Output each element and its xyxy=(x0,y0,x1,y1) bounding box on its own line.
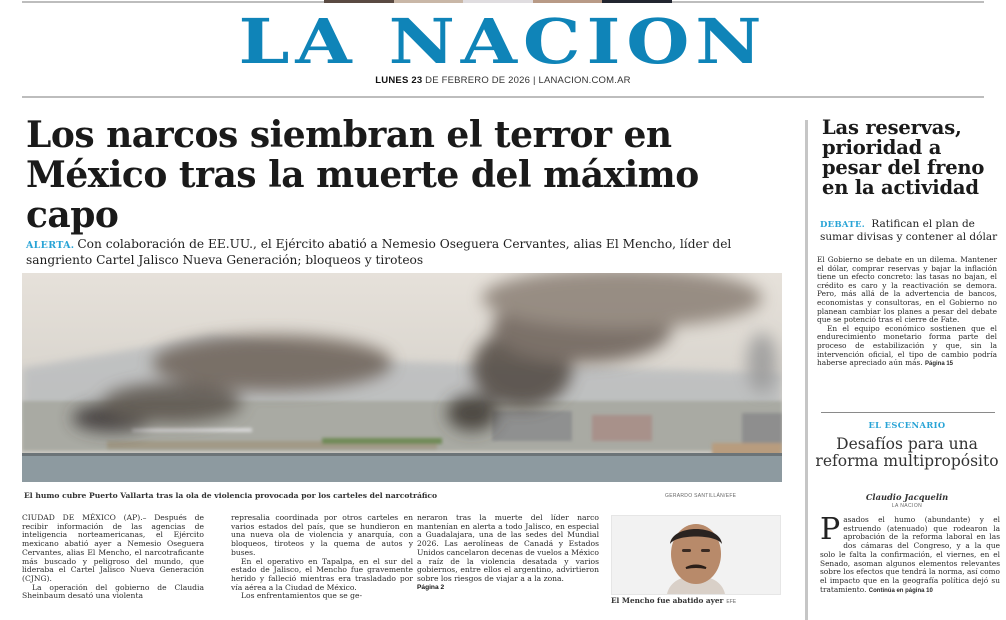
page-reference-link[interactable]: Página 2 xyxy=(417,583,445,591)
body-paragraph: Los enfrentamientos que se ge- xyxy=(241,591,363,601)
main-deck xyxy=(26,237,796,267)
main-kicker: ALERTA. xyxy=(26,240,75,251)
photo-caption: El humo cubre Puerto Vallarta tras la ola de violencia provocada por los carteles del narcotráfico xyxy=(24,491,438,500)
body-column-3 xyxy=(417,514,599,592)
body-paragraph: neraron tras la muerte del líder narco mantenían en alerta a todo Jalisco, en especial a Guadalajara, una de las sedes del Mundial 2026. Las aerolíneas de Canadá y Estados Unidos cancelaron decenas de vuelos a México a raíz de la violencia desatada y varios gobiernos, entre ellos el argentino, advirtieron sobre los riesgos de viajar a a la zona. xyxy=(417,513,599,583)
body-paragraph: En el operativo en Tapalpa, en el sur del estado de Jalisco, el Mencho fue gravemente herido y falleció mientras era trasladado por vía aérea a la Ciudad de México. xyxy=(231,556,413,592)
body-paragraph-text: En el equipo económico sostienen que el endurecimiento monetario forma parte del proceso de estabilización y que, sin la intervención oficial, el tipo de cambio podría haberse apreciado aún más. xyxy=(817,323,997,368)
side-headline[interactable]: Las reservas, prioridad a pesar del freno en la actividad xyxy=(822,116,985,199)
portrait-photo[interactable] xyxy=(611,515,781,595)
body-column-2 xyxy=(231,514,413,601)
side-deck xyxy=(820,219,1000,243)
body-paragraph xyxy=(817,325,997,369)
page-reference-link[interactable]: Página 15 xyxy=(925,361,954,368)
dateline xyxy=(0,75,1006,86)
masthead-rule xyxy=(22,96,984,98)
city-smoke-photo-icon xyxy=(22,273,782,482)
photo-credit: GERARDO SANTILLÁN/EFE xyxy=(665,493,737,499)
column-divider xyxy=(805,120,808,620)
body-paragraph: CIUDAD DE MÉXICO (AP).– Después de recibir información de las agencias de inteligencia norteamericanas, el Ejército mexicano abatió ayer a Nemesio Oseguera Cervantes, alias El Mencho, el narcotraficante más buscado y peligroso del mundo, que lideraba el Cartel Jalisco Nueva Generación (CJNG). xyxy=(22,513,204,583)
author-byline: Claudio Jacquelin xyxy=(865,492,949,502)
author-org: LA NACION xyxy=(891,503,923,509)
portrait-credit: EFE xyxy=(726,599,737,605)
section-label: EL ESCENARIO xyxy=(868,420,946,430)
portrait-caption-text: El Mencho fue abatido ayer xyxy=(611,596,724,605)
newspaper-logo[interactable]: LA NACION xyxy=(238,5,768,78)
opinion-title[interactable]: Desafíos para una reforma multipropósito xyxy=(815,435,999,470)
body-paragraph: El Gobierno se debate en un dilema. Mantener el dólar, comprar reservas y bajar la inflación tiene un efecto concreto: las tasas no bajan, el crédito es caro y la reactivación se demora. Pero, más allá de la advertencia de bancos, economistas y consultoras, en el Gobierno no planean cambiar los planes a pesar del debate que se potenció tras el cierre de Fate. xyxy=(817,255,997,325)
dateline-day: LUNES 23 xyxy=(375,75,423,86)
side-body xyxy=(817,256,997,369)
body-paragraph: La operación del gobierno de Claudia Sheinbaum desató una violenta xyxy=(22,582,204,601)
portrait-photo-icon xyxy=(612,516,780,594)
top-teaser-thumbnails[interactable] xyxy=(324,0,672,3)
drop-cap: P xyxy=(820,512,841,547)
body-paragraph: represalia coordinada por otros carteles en varios estados del país, que se hundieron en una nueva ola de violencia y anarquía, con bloqueos, tiroteos y la quema de autos y buses. xyxy=(231,513,413,557)
body-column-1 xyxy=(22,514,204,601)
side-deck-text: Ratifican el plan de sumar divisas y contener al dólar xyxy=(820,218,998,243)
section-rule xyxy=(821,412,995,413)
continue-link[interactable]: Continúa en página 10 xyxy=(868,587,933,594)
main-deck-text: Con colaboración de EE.UU., el Ejército abatió a Nemesio Oseguera Cervantes, alias El Mencho, líder del sangriento Cartel Jalisco Nueva Generación; bloqueos y tiroteos xyxy=(26,237,732,267)
main-headline[interactable]: Los narcos siembran el terror en México tras la muerte del máximo capo xyxy=(26,114,699,236)
portrait-caption xyxy=(611,596,736,605)
opinion-body xyxy=(820,512,1000,595)
dateline-rest: DE FEBRERO DE 2026 | LANACION.COM.AR xyxy=(422,75,631,86)
city-smoke-photo[interactable] xyxy=(22,273,782,482)
side-kicker: DEBATE. xyxy=(820,220,866,230)
opinion-body-text: asados el humo (abundante) y el estruendo (atenuado) que rodearon la aprobación de la reforma laboral en las dos cámaras del Congreso, y a la que solo le falta la confirmación, el viernes, en el Senado, asoman algunos elementos relevantes sobre los efectos que tendrá la norma, así como el impacto que en la geografía política dejó su tratamiento. xyxy=(820,515,1000,594)
